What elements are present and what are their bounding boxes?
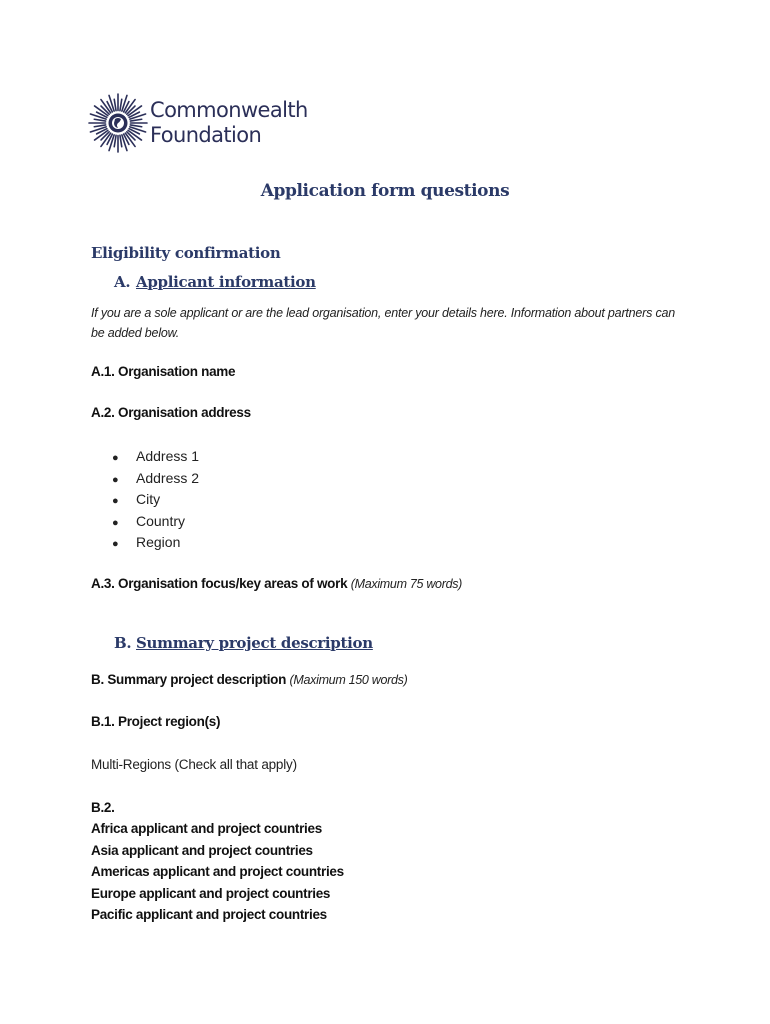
list-item: Asia applicant and project countries <box>91 842 313 858</box>
question-a1: A.1. Organisation name <box>91 364 236 379</box>
list-item: ● Region <box>112 534 181 550</box>
section-b-letter: B. <box>114 634 132 652</box>
sunburst-globe-icon <box>88 92 148 156</box>
list-item: ● City <box>112 491 161 507</box>
logo-line-1: Commonwealth <box>150 98 308 122</box>
logo-line-2: Foundation <box>150 123 262 147</box>
eligibility-heading: Eligibility confirmation <box>91 244 281 262</box>
question-b2-label: B.2. <box>91 800 115 815</box>
multi-regions-note: Multi-Regions (Check all that apply) <box>91 757 297 772</box>
commonwealth-foundation-logo <box>88 92 318 156</box>
question-b2 <box>91 797 344 925</box>
section-b-heading <box>114 634 373 652</box>
question-a2: A.2. Organisation address <box>91 405 251 420</box>
address-field-list <box>112 446 199 554</box>
list-item: Africa applicant and project countries <box>91 821 322 837</box>
question-b-summary-label: B. Summary project description <box>91 672 287 687</box>
question-a3 <box>91 576 462 591</box>
question-b1: B.1. Project region(s) <box>91 714 221 729</box>
section-a-intro: If you are a sole applicant or are the lead organisation, enter your details here. Information about partners can be added below. <box>91 306 676 340</box>
list-item: Americas applicant and project countries <box>91 864 344 880</box>
question-b-summary-hint: (Maximum 150 words) <box>289 673 408 687</box>
list-item: Europe applicant and project countries <box>91 885 331 901</box>
section-b-title: Summary project description <box>136 634 373 652</box>
question-b-summary <box>91 672 407 687</box>
question-a3-hint: (Maximum 75 words) <box>350 577 463 591</box>
section-a-letter: A. <box>114 273 131 291</box>
page-title: Application form questions <box>260 181 510 201</box>
list-item: ● Country <box>112 512 186 529</box>
list-item: ● Address 1 <box>112 448 200 464</box>
section-a-heading <box>114 273 316 291</box>
section-a-title: Applicant information <box>136 273 316 291</box>
list-item: ● Address 2 <box>112 469 200 486</box>
question-a3-label: A.3. Organisation focus/key areas of work <box>91 576 348 591</box>
list-item: Pacific applicant and project countries <box>91 907 327 923</box>
